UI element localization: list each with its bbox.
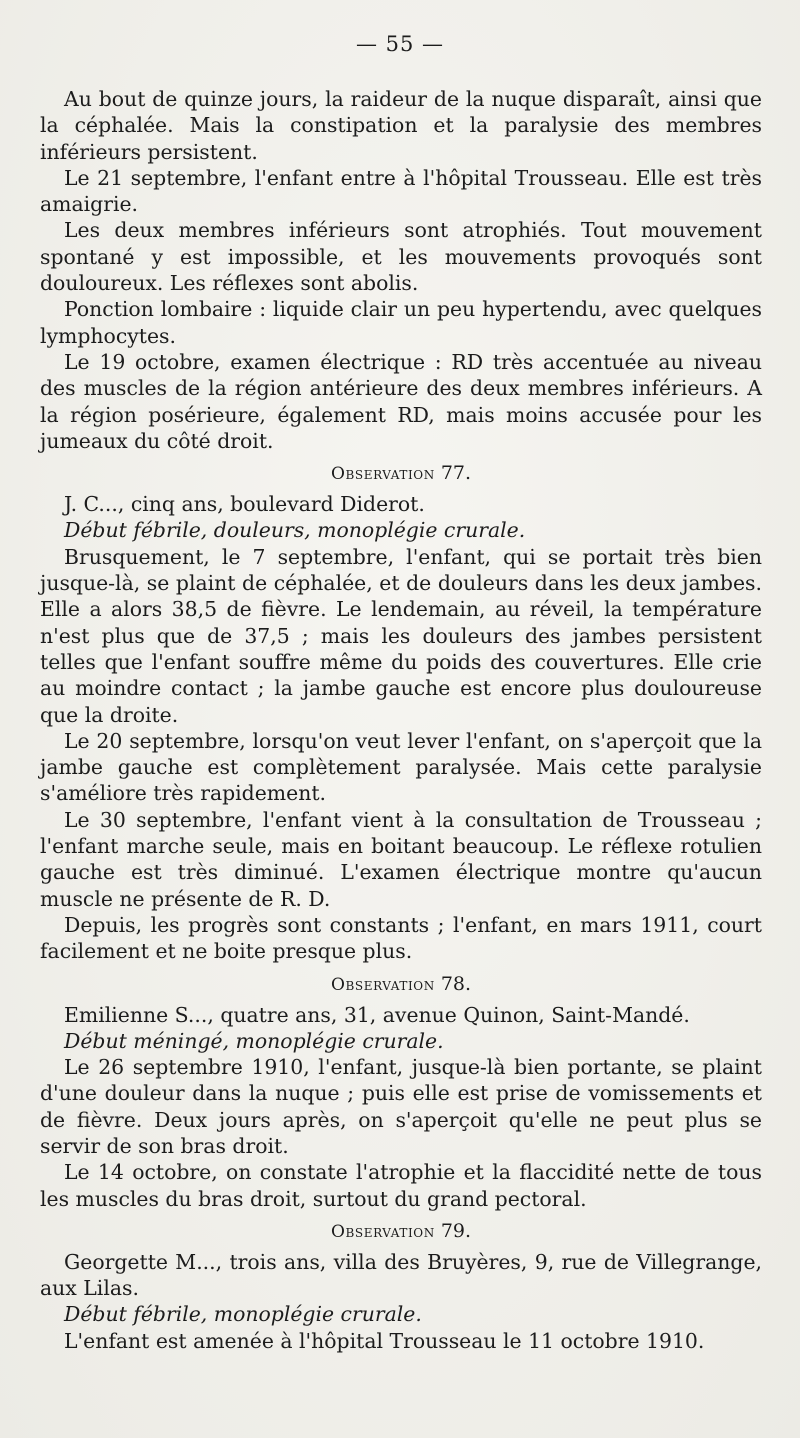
paragraph: J. C..., cinq ans, boulevard Diderot. [64, 492, 425, 517]
observation-number: 78. [440, 972, 472, 995]
paragraph: Brusquement, le 7 septembre, l'enfant, qui se portait très bien jusque-là, se plaint de céphalée, et de douleurs dans les deux jambes. Elle a alors 38,5 de fièvre. Le lendemain, au réveil, la température n'est plus que de 37,5 ; mais les douleurs des jambes persistent telles que l'enfant souffre même du poids des couvertures. Elle crie au moindre contact ; la jambe gauche est encore plus douloureuse que la droite. [40, 544, 762, 727]
paragraph: Ponction lombaire : liquide clair un peu hypertendu, avec quelques lymphocytes. [40, 297, 762, 348]
paragraph: Emilienne S..., quatre ans, 31, avenue Quinon, Saint-Mandé. [64, 1002, 690, 1027]
paragraph: Le 20 septembre, lorsqu'on veut lever l'enfant, on s'aperçoit que la jambe gauche est complètement paralysée. Mais cette paralysie s'améliore très rapidement. [40, 728, 762, 806]
paragraph: Le 14 octobre, on constate l'atrophie et la flaccidité nette de tous les muscles du bras droit, surtout du grand pectoral. [40, 1160, 762, 1211]
paragraph: Le 21 septembre, l'enfant entre à l'hôpital Trousseau. Elle est très amaigrie. [40, 165, 762, 217]
paragraph: L'enfant est amenée à l'hôpital Trousseau le 11 octobre 1910. [64, 1328, 705, 1353]
observation-label: Observation [330, 464, 435, 485]
page-body [40, 86, 762, 1354]
paragraph: Les deux membres inférieurs sont atrophiés. Tout mouvement spontané y est impossible, et les mouvements provoqués sont douloureux. Les réflexes sont abolis. [40, 218, 762, 296]
observation-heading [40, 1218, 762, 1245]
observation-label: Observation [330, 974, 435, 995]
observation-subtitle: Début fébrile, douleurs, monoplégie crurale. [64, 518, 526, 543]
paragraph: Le 26 septembre 1910, l'enfant, jusque-là bien portante, se plaint d'une douleur dans la nuque ; puis elle est prise de vomissements et de fièvre. Deux jours après, on s'aperçoit qu'elle ne peut plus se servir de son bras droit. [40, 1055, 762, 1158]
paragraph: Le 30 septembre, l'enfant vient à la consultation de Trousseau ; l'enfant marche seule, mais en boitant beaucoup. Le réflexe rotulien gauche est très diminué. L'examen électrique montre qu'aucun muscle ne présente de R. D. [40, 807, 762, 911]
observation-subtitle: Début méningé, monoplégie crurale. [64, 1028, 444, 1053]
observation-heading [40, 460, 762, 487]
observation-heading [40, 971, 762, 998]
observation-number: 79. [440, 1219, 472, 1242]
observation-number: 77. [440, 462, 472, 485]
paragraph: Georgette M..., trois ans, villa des Bruyères, 9, rue de Villegrange, aux Lilas. [40, 1249, 762, 1301]
paragraph: Le 19 octobre, examen électrique : RD très accentuée au niveau des muscles de la région antérieure des deux membres inférieurs. A la région posérieure, également RD, mais moins accusée pour les jumeaux du côté droit. [40, 349, 762, 453]
observation-subtitle: Début fébrile, monoplégie crurale. [64, 1302, 422, 1327]
page-number: — 55 — [355, 32, 445, 56]
paragraph: Au bout de quinze jours, la raideur de la nuque disparaît, ainsi que la céphalée. Mais la constipation et la paralysie des membres inférieurs persistent. [40, 87, 762, 164]
paragraph: Depuis, les progrès sont constants ; l'enfant, en mars 1911, court facilement et ne boite presque plus. [40, 912, 762, 964]
observation-label: Observation [330, 1221, 435, 1242]
